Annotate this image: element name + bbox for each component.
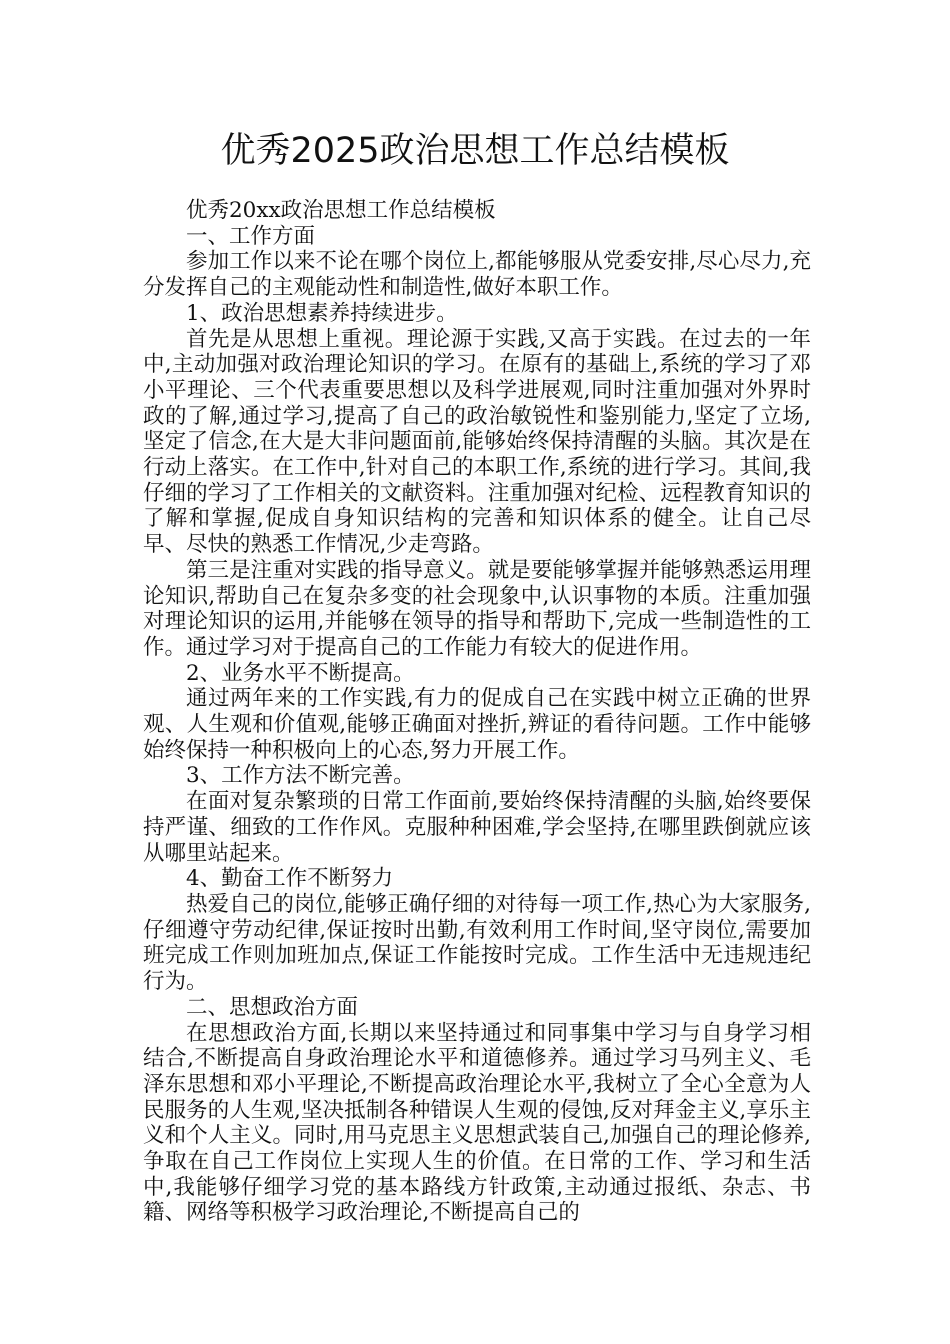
paragraph: 第三是注重对实践的指导意义。就是要能够掌握并能够熟悉运用理论知识,帮助自己在复杂多变的社会现象中,认识事物的本质。注重加强对理论知识的运用,并能够在领导的指导和帮助下,完成一些制造性的工作。通过学习对于提高自己的工作能力有较大的促进作用。 <box>143 557 811 660</box>
paragraph: 通过两年来的工作实践,有力的促成自己在实践中树立正确的世界观、人生观和价值观,能够正确面对挫折,辨证的看待问题。工作中能够始终保持一种积极向上的心态,努力开展工作。 <box>143 686 811 763</box>
paragraph: 首先是从思想上重视。理论源于实践,又高于实践。在过去的一年中,主动加强对政治理论知识的学习。在原有的基础上,系统的学习了邓小平理论、三个代表重要思想以及科学进展观,同时注重加强对外界时政的了解,通过学习,提高了自己的政治敏锐性和鉴别能力,坚定了立场,坚定了信念,在大是大非问题面前,能够始终保持清醒的头脑。其次是在行动上落实。在工作中,针对自己的本职工作,系统的进行学习。其间,我仔细的学习了工作相关的文献资料。注重加强对纪检、远程教育知识的了解和掌握,促成自身知识结构的完善和知识体系的健全。让自己尽早、尽快的熟悉工作情况,少走弯路。 <box>143 326 811 558</box>
paragraph-subtitle: 优秀20xx政治思想工作总结模板 <box>186 198 496 223</box>
document-title: 优秀2025政治思想工作总结模板 <box>220 131 730 171</box>
subheading-political-quality: 1、政治思想素养持续进步。 <box>186 300 458 326</box>
subheading-work-method: 3、工作方法不断完善。 <box>186 763 415 789</box>
paragraph: 热爱自己的岗位,能够正确仔细的对待每一项工作,热心为大家服务,仔细遵守劳动纪律,保证按时出勤,有效利用工作时间,坚守岗位,需要加班完成工作则加班加点,保证工作能按时完成。工作生活中无违规违纪行为。 <box>143 891 811 995</box>
paragraph: 在思想政治方面,长期以来坚持通过和同事集中学习与自身学习相结合,不断提高自身政治理论水平和道德修养。通过学习马列主义、毛泽东思想和邓小平理论,不断提高政治理论水平,我树立了全心全意为人民服务的人生观,坚决抵制各种错误人生观的侵蚀,反对拜金主义,享乐主义和个人主义。同时,用马克思主义思想武装自己,加强自己的理论修养,争取在自己工作岗位上实现人生的价值。在日常的工作、学习和生活中,我能够仔细学习党的基本路线方针政策,主动通过报纸、杂志、书籍、网络等积极学习政治理论,不断提高自己的 <box>143 1020 811 1226</box>
document-body <box>143 198 811 1226</box>
paragraph: 在面对复杂繁琐的日常工作面前,要始终保持清醒的头脑,始终要保持严谨、细致的工作作风。克服种种困难,学会坚持,在哪里跌倒就应该从哪里站起来。 <box>143 789 811 866</box>
subheading-business-level: 2、业务水平不断提高。 <box>186 660 415 686</box>
paragraph: 参加工作以来不论在哪个岗位上,都能够服从党委安排,尽心尽力,充分发挥自己的主观能动性和制造性,做好本职工作。 <box>143 249 811 301</box>
heading-ideology-politics: 二、思想政治方面 <box>186 994 359 1020</box>
subheading-diligent-work: 4、勤奋工作不断努力 <box>186 866 394 892</box>
heading-work-aspect: 一、工作方面 <box>186 223 316 249</box>
